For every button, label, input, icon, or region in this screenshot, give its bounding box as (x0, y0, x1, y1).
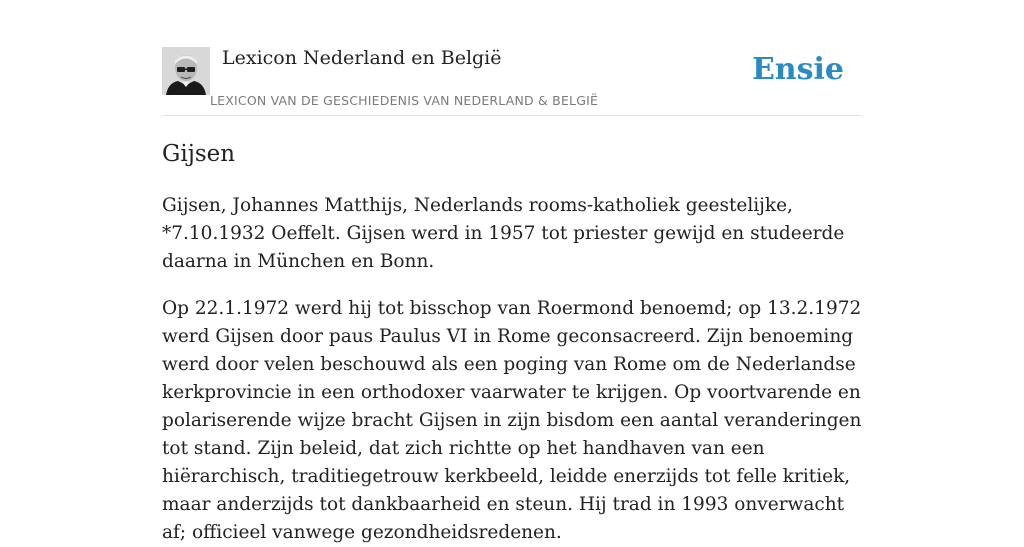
article (162, 136, 862, 547)
person-portrait-icon (162, 47, 210, 95)
article-title: Gijsen (162, 141, 236, 167)
article-paragraph: Gijsen, Johannes Matthijs, Nederlands rooms-katholiek geestelijke, *7.10.1932 Oeffelt. Gijsen werd in 1957 tot priester gewijd en studeerde daarna in München en Bonn. (162, 195, 845, 272)
article-body (162, 192, 862, 547)
ensie-logo-link[interactable]: Ensie (751, 52, 844, 87)
article-paragraph: Op 22.1.1972 werd hij tot bisschop van Roermond benoemd; op 13.2.1972 werd Gijsen door paus Paulus VI in Rome geconsacreerd. Zijn benoeming werd door velen beschouwd als een poging van Rome om de Nederlandse kerkprovincie in een orthodoxer vaarwater te krijgen. Op voortvarende en polariserende wijze bracht Gijsen in zijn bisdom een aantal veranderingen tot stand. Zijn beleid, dat zich richtte op het handhaven van een hiërarchisch, traditiegetrouw kerkbeeld, leidde enerzijds tot felle kritiek, maar anderzijds tot dankbaarheid en steun. Hij trad in 1993 onverwacht af; officieel vanwege gezondheidsredenen. (162, 298, 862, 543)
avatar[interactable] (162, 47, 210, 95)
source-subtitle: LEXICON VAN DE GESCHIEDENIS VAN NEDERLAND & BELGIË (210, 93, 599, 108)
source-title[interactable]: Lexicon Nederland en België (222, 47, 502, 69)
source-header (162, 0, 862, 116)
